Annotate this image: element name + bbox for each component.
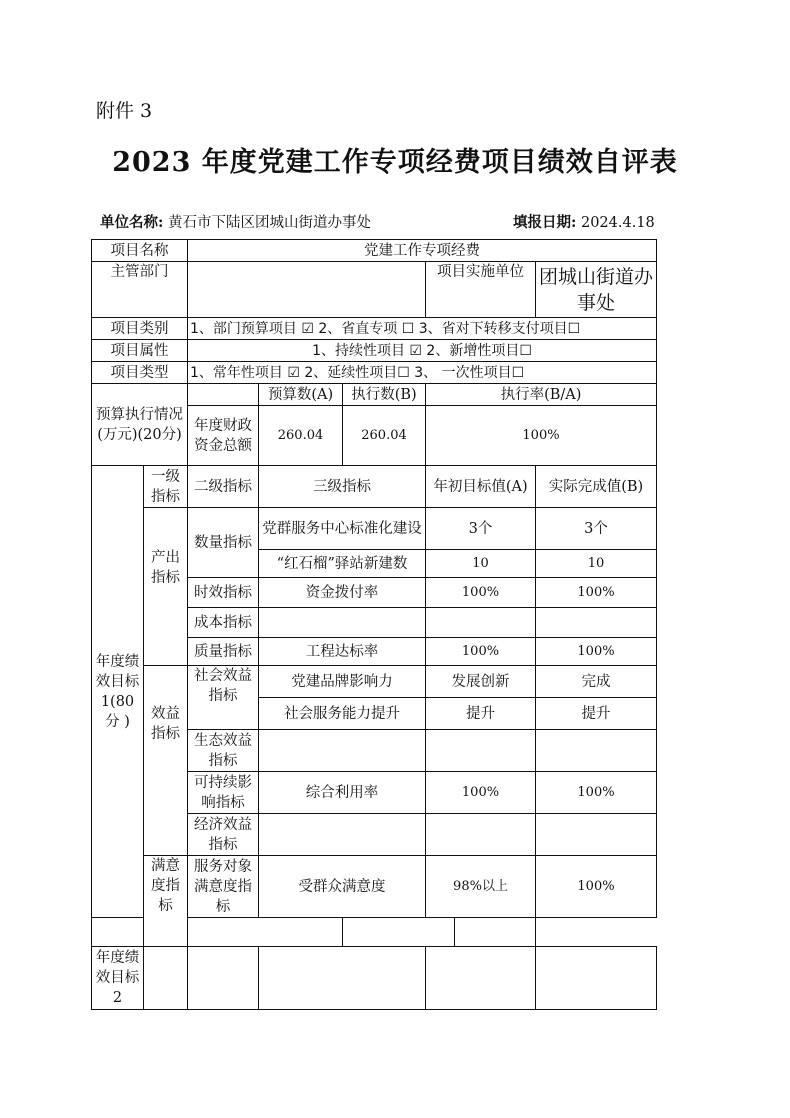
- dept-value: [188, 262, 426, 318]
- row8-l3: 综合利用率: [259, 772, 426, 814]
- fill-date-line: [513, 211, 655, 232]
- row4-l3: 工程达标率: [259, 638, 426, 666]
- row2-a: 100%: [426, 578, 536, 608]
- row5-b: 完成: [536, 666, 657, 698]
- budget-label: 预算执行情况(万元)(20分): [92, 384, 188, 466]
- row1-b: 10: [536, 550, 657, 578]
- unit-line: [100, 211, 371, 232]
- row-goal2: [92, 947, 657, 1010]
- table-row: [92, 666, 657, 698]
- row-budget-header: [92, 384, 657, 406]
- row10-b: 100%: [536, 856, 657, 918]
- row3-l2: 成本指标: [188, 608, 259, 638]
- row7-l2: 生态效益指标: [188, 730, 259, 772]
- row0-l2: 数量指标: [188, 508, 259, 578]
- row4-a: 100%: [426, 638, 536, 666]
- table-row: [92, 508, 657, 550]
- output-label: 产出指标: [144, 508, 188, 666]
- row8-b: 100%: [536, 772, 657, 814]
- exec-value: 260.04: [343, 406, 426, 466]
- row4-l2: 质量指标: [188, 638, 259, 666]
- row-category: [92, 318, 657, 340]
- row5-a: 发展创新: [426, 666, 536, 698]
- category-value: 1、部门预算项目 ☑ 2、省直专项 ☐ 3、省对下转移支付项目☐: [188, 318, 657, 340]
- row0-a: 3个: [426, 508, 536, 550]
- row10-l2: 服务对象满意度指标: [188, 856, 259, 918]
- evaluation-table: [91, 239, 657, 1010]
- impl-label: 项目实施单位: [426, 262, 536, 318]
- unit-value: 黄石市下陆区团城山街道办事处: [167, 215, 371, 231]
- page-title: 2023 年度党建工作专项经费项目绩效自评表: [112, 147, 678, 178]
- row10-l3: 受群众满意度: [259, 856, 426, 918]
- goal1-label: 年度绩效目标1(80分 ): [92, 466, 144, 918]
- type-label: 项目类型: [92, 362, 188, 384]
- goal-header-1: 一级指标: [144, 466, 188, 508]
- row10-a: 98%以上: [426, 856, 536, 918]
- table-row: [92, 856, 657, 918]
- fill-date-value: 2024.4.18: [580, 215, 655, 231]
- attachment-label: 附件 3: [96, 100, 153, 122]
- row6-l3: 社会服务能力提升: [259, 698, 426, 730]
- row-dept: [92, 262, 657, 318]
- category-label: 项目类别: [92, 318, 188, 340]
- goal2-label: 年度绩效目标2: [92, 947, 144, 1010]
- row2-b: 100%: [536, 578, 657, 608]
- row2-l3: 资金拨付率: [259, 578, 426, 608]
- row8-l2: 可持续影响指标: [188, 772, 259, 814]
- row4-b: 100%: [536, 638, 657, 666]
- row-attr: [92, 340, 657, 362]
- row0-b: 3个: [536, 508, 657, 550]
- row9-l2: 经济效益指标: [188, 814, 259, 856]
- budget-row-label: 年度财政资金总额: [188, 406, 259, 466]
- rate-value: 100%: [426, 406, 657, 466]
- row-project-name: [92, 240, 657, 262]
- dept-label: 主管部门: [92, 262, 188, 318]
- goal-header-2: 二级指标: [188, 466, 259, 508]
- row5-l2: 社会效益指标: [188, 666, 259, 730]
- satisfaction-label: 满意度指标: [144, 856, 188, 947]
- goal-header-5: 实际完成值(B): [536, 466, 657, 508]
- row-type: [92, 362, 657, 384]
- attr-label: 项目属性: [92, 340, 188, 362]
- project-name-value: 党建工作专项经费: [188, 240, 657, 262]
- row2-l2: 时效指标: [188, 578, 259, 608]
- benefit-label: 效益指标: [144, 666, 188, 856]
- row-goal-header: [92, 466, 657, 508]
- row6-a: 提升: [426, 698, 536, 730]
- type-value: 1、常年性项目 ☑ 2、延续性项目☐ 3、 一次性项目☐: [188, 362, 657, 384]
- budget-header-a: 预算数(A): [259, 384, 343, 406]
- row1-l3: “红石榴”驿站新建数: [259, 550, 426, 578]
- fill-date-label: 填报日期:: [513, 214, 577, 231]
- attr-value: 1、持续性项目 ☑ 2、新增性项目☐: [188, 340, 657, 362]
- row6-b: 提升: [536, 698, 657, 730]
- unit-label: 单位名称:: [100, 214, 164, 231]
- budget-header-rate: 执行率(B/A): [426, 384, 657, 406]
- impl-value: 团城山街道办事处: [536, 262, 657, 318]
- goal-header-4: 年初目标值(A): [426, 466, 536, 508]
- row5-l3: 党建品牌影响力: [259, 666, 426, 698]
- budget-value: 260.04: [259, 406, 343, 466]
- project-name-label: 项目名称: [92, 240, 188, 262]
- goal-header-3: 三级指标: [259, 466, 426, 508]
- row1-a: 10: [426, 550, 536, 578]
- row0-l3: 党群服务中心标准化建设: [259, 508, 426, 550]
- row8-a: 100%: [426, 772, 536, 814]
- budget-header-b: 执行数(B): [343, 384, 426, 406]
